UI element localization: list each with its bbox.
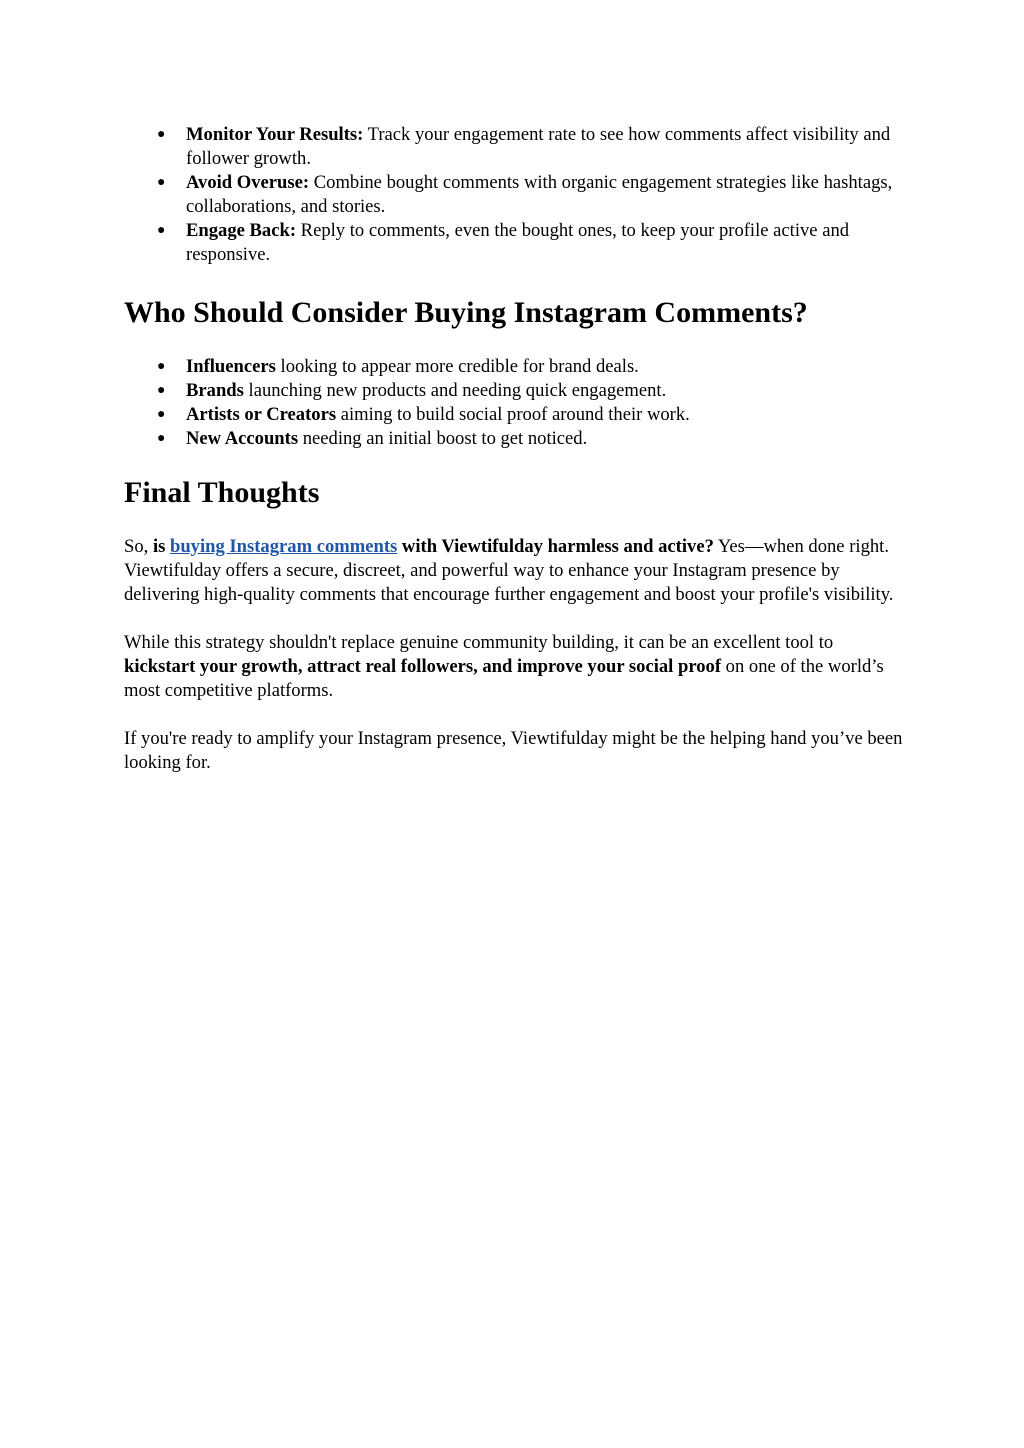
list-item-term: Brands	[186, 380, 244, 401]
paragraph-bold-is: is	[152, 536, 170, 557]
paragraph-lead: While this strategy shouldn't replace genuine community building, it can be an excellent tool to	[124, 632, 834, 653]
list-item-text: Track your engagement rate to see how comments affect visibility and follower growth.	[186, 124, 891, 169]
buying-instagram-comments-link[interactable]: buying Instagram comments	[170, 536, 398, 557]
section-heading-final: Final Thoughts	[124, 476, 320, 509]
paragraph-lead: So,	[124, 536, 153, 557]
final-paragraph-3: If you're ready to amplify your Instagram presence, Viewtifulday might be the helping hand you’ve been looking for.	[124, 728, 903, 773]
final-paragraph-2	[124, 631, 904, 703]
bullet-icon: ●	[157, 127, 166, 142]
bullet-icon: ●	[157, 175, 166, 190]
list-item	[124, 427, 904, 451]
list-item-term: Avoid Overuse:	[186, 172, 310, 193]
paragraph-rest: on one of the world’s most competitive platforms.	[124, 656, 884, 701]
list-item-text: launching new products and needing quick engagement.	[243, 380, 667, 401]
list-item-text: aiming to build social proof around their work.	[336, 404, 690, 425]
paragraph-bold: kickstart your growth, attract real followers, and improve your social proof	[124, 656, 722, 677]
list-item-text: Combine bought comments with organic engagement strategies like hashtags, collaborations, and stories.	[186, 172, 893, 217]
list-item-term: Engage Back:	[186, 220, 297, 241]
final-paragraph-1	[124, 535, 904, 607]
document-page	[124, 123, 904, 775]
list-item	[124, 123, 904, 171]
who-list	[124, 355, 904, 451]
list-item-term: New Accounts	[186, 428, 299, 449]
list-item	[124, 403, 904, 427]
bullet-icon: ●	[157, 431, 166, 446]
bullet-icon: ●	[157, 223, 166, 238]
list-item	[124, 219, 904, 267]
list-item	[124, 171, 904, 219]
bullet-icon: ●	[157, 359, 166, 374]
paragraph-rest: Yes—when done right. Viewtifulday offers a secure, discreet, and powerful way to enhance your Instagram presence by delivering high-quality comments that encourage further engagement and boost your profile's visibility.	[124, 536, 894, 605]
list-item-term: Influencers	[186, 356, 276, 377]
list-item-term: Artists or Creators	[186, 404, 337, 425]
list-item-text: Reply to comments, even the bought ones, to keep your profile active and responsive.	[186, 220, 850, 265]
tips-list	[124, 123, 904, 267]
list-item	[124, 379, 904, 403]
list-item-text: looking to appear more credible for brand deals.	[275, 356, 639, 377]
section-heading-who: Who Should Consider Buying Instagram Comments?	[124, 296, 808, 329]
bullet-icon: ●	[157, 407, 166, 422]
list-item	[124, 355, 904, 379]
list-item-term: Monitor Your Results:	[186, 124, 364, 145]
paragraph-bold-question: with Viewtifulday harmless and active?	[397, 536, 714, 557]
bullet-icon: ●	[157, 383, 166, 398]
list-item-text: needing an initial boost to get noticed.	[298, 428, 588, 449]
